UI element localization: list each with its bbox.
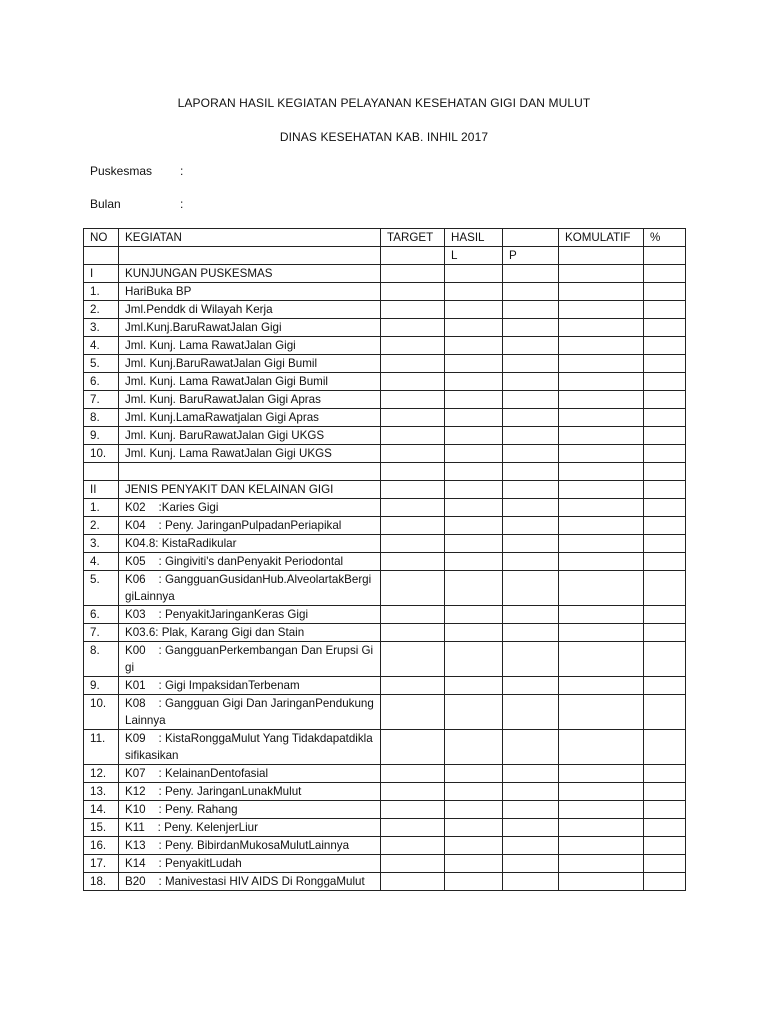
empty-cell (503, 445, 559, 463)
report-table-body (84, 229, 686, 891)
empty-cell (559, 837, 644, 855)
empty-cell (381, 571, 445, 606)
row-kegiatan: K12 : Peny. JaringanLunakMulut (119, 783, 381, 801)
empty-cell (644, 855, 686, 873)
row-kegiatan: Jml.Kunj.BaruRawatJalan Gigi (119, 319, 381, 337)
empty-cell (503, 319, 559, 337)
empty-cell (381, 855, 445, 873)
header-no: NO (84, 229, 119, 247)
empty-cell (503, 642, 559, 677)
empty-cell (381, 319, 445, 337)
bulan-colon: : (180, 197, 184, 211)
empty-cell (503, 283, 559, 301)
empty-cell (559, 571, 644, 606)
row-kegiatan: K04 : Peny. JaringanPulpadanPeriapikal (119, 517, 381, 535)
empty-cell (503, 624, 559, 642)
empty-cell (445, 606, 503, 624)
row-no: 5. (84, 571, 119, 606)
empty-cell (503, 765, 559, 783)
empty-cell (503, 606, 559, 624)
row-kegiatan: K00 : GangguanPerkembangan Dan Erupsi Gigi (119, 642, 381, 677)
empty-cell (559, 301, 644, 319)
empty-cell (381, 391, 445, 409)
empty-cell (559, 642, 644, 677)
empty-cell (559, 801, 644, 819)
table-row (84, 837, 686, 855)
empty-cell (559, 535, 644, 553)
empty-cell (644, 730, 686, 765)
empty-cell (445, 319, 503, 337)
empty-cell (503, 873, 559, 891)
empty-cell (381, 873, 445, 891)
row-kegiatan: K05 : Gingiviti's danPenyakit Periodontal (119, 553, 381, 571)
empty-cell (445, 624, 503, 642)
row-kegiatan: K10 : Peny. Rahang (119, 801, 381, 819)
empty-cell (503, 409, 559, 427)
row-no: 1. (84, 283, 119, 301)
row-kegiatan: K08 : Gangguan Gigi Dan JaringanPendukungLainnya (119, 695, 381, 730)
row-no: 6. (84, 373, 119, 391)
table-row (84, 695, 686, 730)
empty-cell (644, 499, 686, 517)
empty-cell (445, 783, 503, 801)
empty-cell (559, 427, 644, 445)
empty-cell (503, 535, 559, 553)
empty-cell (559, 373, 644, 391)
table-row (84, 373, 686, 391)
empty-cell (644, 535, 686, 553)
row-kegiatan: Jml. Kunj. Lama RawatJalan Gigi (119, 337, 381, 355)
empty-cell (644, 373, 686, 391)
empty-cell (503, 801, 559, 819)
empty-cell (644, 301, 686, 319)
row-no: 12. (84, 765, 119, 783)
row-no: 2. (84, 517, 119, 535)
empty-cell (503, 837, 559, 855)
empty-cell (445, 445, 503, 463)
empty-cell (644, 624, 686, 642)
bulan-field (90, 197, 183, 211)
empty-cell (445, 499, 503, 517)
row-kegiatan: K13 : Peny. BibirdanMukosaMulutLainnya (119, 837, 381, 855)
table-row (84, 783, 686, 801)
empty-cell (644, 283, 686, 301)
empty-cell (559, 319, 644, 337)
empty-cell (445, 855, 503, 873)
table-row (84, 355, 686, 373)
empty-cell (559, 553, 644, 571)
empty-cell (559, 873, 644, 891)
empty-cell (559, 445, 644, 463)
empty-cell (644, 517, 686, 535)
empty-cell (381, 837, 445, 855)
row-no: 18. (84, 873, 119, 891)
empty-cell (503, 553, 559, 571)
row-kegiatan: K14 : PenyakitLudah (119, 855, 381, 873)
empty-cell (644, 801, 686, 819)
row-no: 13. (84, 783, 119, 801)
empty-cell (559, 695, 644, 730)
table-row (84, 819, 686, 837)
empty-cell (559, 355, 644, 373)
header-target: TARGET (381, 229, 445, 247)
empty-cell (644, 837, 686, 855)
empty-cell (381, 801, 445, 819)
row-no: 3. (84, 319, 119, 337)
row-kegiatan: Jml. Kunj. Lama RawatJalan Gigi UKGS (119, 445, 381, 463)
empty-cell (445, 677, 503, 695)
empty-cell (445, 730, 503, 765)
empty-cell (503, 355, 559, 373)
empty-cell (445, 553, 503, 571)
empty-cell (445, 301, 503, 319)
header-row (84, 229, 686, 247)
empty-cell (559, 783, 644, 801)
row-kegiatan: K03 : PenyakitJaringanKeras Gigi (119, 606, 381, 624)
empty-cell (445, 391, 503, 409)
empty-cell (381, 427, 445, 445)
empty-cell (381, 642, 445, 677)
empty-cell (445, 819, 503, 837)
row-no: 1. (84, 499, 119, 517)
empty-cell (445, 535, 503, 553)
table-row (84, 642, 686, 677)
row-kegiatan: Jml.Penddk di Wilayah Kerja (119, 301, 381, 319)
empty-cell (381, 819, 445, 837)
row-no: 17. (84, 855, 119, 873)
row-kegiatan: Jml. Kunj.BaruRawatJalan Gigi Bumil (119, 355, 381, 373)
table-row (84, 517, 686, 535)
empty-cell (644, 319, 686, 337)
table-row (84, 283, 686, 301)
table-row (84, 391, 686, 409)
empty-cell (503, 855, 559, 873)
row-no: 5. (84, 355, 119, 373)
empty-cell (644, 427, 686, 445)
empty-cell (445, 517, 503, 535)
empty-cell (445, 765, 503, 783)
table-row (84, 677, 686, 695)
empty-cell (445, 409, 503, 427)
row-kegiatan: K03.6: Plak, Karang Gigi dan Stain (119, 624, 381, 642)
empty-cell (503, 337, 559, 355)
empty-cell (644, 409, 686, 427)
puskesmas-field (90, 164, 183, 178)
row-no: 2. (84, 301, 119, 319)
empty-cell (644, 819, 686, 837)
empty-cell (445, 283, 503, 301)
row-kegiatan: K06 : GangguanGusidanHub.AlveolartakBergigiLainnya (119, 571, 381, 606)
empty-cell (644, 391, 686, 409)
empty-cell (381, 730, 445, 765)
section-row (84, 481, 686, 499)
empty-cell (503, 427, 559, 445)
empty-cell (381, 553, 445, 571)
spacer-row (84, 463, 686, 481)
empty-cell (445, 695, 503, 730)
empty-cell (644, 337, 686, 355)
empty-cell (503, 499, 559, 517)
empty-cell (445, 571, 503, 606)
empty-cell (445, 642, 503, 677)
row-kegiatan: K09 : KistaRonggaMulut Yang Tidakdapatdiklasifikasikan (119, 730, 381, 765)
row-no: 15. (84, 819, 119, 837)
empty-cell (381, 517, 445, 535)
empty-cell (381, 409, 445, 427)
row-no: 6. (84, 606, 119, 624)
header-komulatif: KOMULATIF (559, 229, 644, 247)
row-kegiatan: K07 : KelainanDentofasial (119, 765, 381, 783)
empty-cell (445, 837, 503, 855)
empty-cell (644, 642, 686, 677)
empty-cell (559, 409, 644, 427)
table-row (84, 319, 686, 337)
row-kegiatan: K02 :Karies Gigi (119, 499, 381, 517)
table-row (84, 606, 686, 624)
empty-cell (559, 337, 644, 355)
row-kegiatan: Jml. Kunj. BaruRawatJalan Gigi Apras (119, 391, 381, 409)
empty-cell (644, 445, 686, 463)
empty-cell (381, 337, 445, 355)
header-kegiatan: KEGIATAN (119, 229, 381, 247)
empty-cell (381, 765, 445, 783)
section-title: KUNJUNGAN PUSKESMAS (119, 265, 381, 283)
empty-cell (644, 553, 686, 571)
puskesmas-colon: : (180, 164, 184, 178)
empty-cell (503, 677, 559, 695)
empty-cell (559, 391, 644, 409)
subheader-row (84, 247, 686, 265)
empty-cell (559, 677, 644, 695)
table-row (84, 730, 686, 765)
row-kegiatan: K01 : Gigi ImpaksidanTerbenam (119, 677, 381, 695)
row-kegiatan: K11 : Peny. KelenjerLiur (119, 819, 381, 837)
row-kegiatan: HariBuka BP (119, 283, 381, 301)
section-row (84, 265, 686, 283)
table-row (84, 873, 686, 891)
empty-cell (445, 373, 503, 391)
row-kegiatan: Jml. Kunj. BaruRawatJalan Gigi UKGS (119, 427, 381, 445)
section-title: JENIS PENYAKIT DAN KELAINAN GIGI (119, 481, 381, 499)
empty-cell (381, 499, 445, 517)
row-no: 3. (84, 535, 119, 553)
row-kegiatan: Jml. Kunj.LamaRawatjalan Gigi Apras (119, 409, 381, 427)
table-row (84, 765, 686, 783)
table-row (84, 445, 686, 463)
empty-cell (644, 606, 686, 624)
empty-cell (445, 337, 503, 355)
empty-cell (503, 819, 559, 837)
empty-cell (381, 783, 445, 801)
row-no: 10. (84, 445, 119, 463)
header-p: P (503, 247, 559, 265)
empty-cell (381, 624, 445, 642)
row-kegiatan: K04.8: KistaRadikular (119, 535, 381, 553)
empty-cell (503, 301, 559, 319)
empty-cell (445, 801, 503, 819)
report-table (83, 228, 686, 891)
row-kegiatan: B20 : Manivestasi HIV AIDS Di RonggaMulut (119, 873, 381, 891)
empty-cell (503, 517, 559, 535)
empty-cell (644, 571, 686, 606)
empty-cell (644, 695, 686, 730)
header-percent: % (644, 229, 686, 247)
bulan-label: Bulan (90, 197, 121, 211)
empty-cell (503, 391, 559, 409)
row-no: 8. (84, 409, 119, 427)
row-no: 9. (84, 677, 119, 695)
empty-cell (381, 283, 445, 301)
table-row (84, 301, 686, 319)
row-no: 7. (84, 391, 119, 409)
empty-cell (644, 677, 686, 695)
empty-cell (445, 873, 503, 891)
table-row (84, 337, 686, 355)
empty-cell (644, 355, 686, 373)
empty-cell (381, 606, 445, 624)
section-no: II (84, 481, 119, 499)
header-hasil-blank (503, 229, 559, 247)
empty-cell (503, 783, 559, 801)
empty-cell (381, 695, 445, 730)
header-l: L (445, 247, 503, 265)
row-no: 10. (84, 695, 119, 730)
row-no: 7. (84, 624, 119, 642)
empty-cell (381, 301, 445, 319)
row-no: 8. (84, 642, 119, 677)
empty-cell (381, 535, 445, 553)
table-row (84, 427, 686, 445)
empty-cell (559, 624, 644, 642)
row-no: 16. (84, 837, 119, 855)
empty-cell (644, 873, 686, 891)
empty-cell (559, 855, 644, 873)
table-row (84, 553, 686, 571)
table-row (84, 855, 686, 873)
empty-cell (381, 445, 445, 463)
empty-cell (559, 283, 644, 301)
table-row (84, 571, 686, 606)
empty-cell (559, 730, 644, 765)
empty-cell (559, 765, 644, 783)
table-row (84, 499, 686, 517)
report-subtitle: DINAS KESEHATAN KAB. INHIL 2017 (279, 130, 489, 144)
report-title: LAPORAN HASIL KEGIATAN PELAYANAN KESEHATAN GIGI DAN MULUT (177, 96, 591, 110)
row-no: 14. (84, 801, 119, 819)
section-no: I (84, 265, 119, 283)
empty-cell (559, 517, 644, 535)
row-no: 4. (84, 337, 119, 355)
empty-cell (559, 606, 644, 624)
empty-cell (644, 765, 686, 783)
puskesmas-label: Puskesmas (90, 164, 153, 178)
empty-cell (503, 730, 559, 765)
empty-cell (559, 499, 644, 517)
header-hasil: HASIL (445, 229, 503, 247)
row-no: 9. (84, 427, 119, 445)
empty-cell (381, 677, 445, 695)
row-no: 4. (84, 553, 119, 571)
empty-cell (503, 373, 559, 391)
table-row (84, 535, 686, 553)
empty-cell (445, 427, 503, 445)
empty-cell (381, 355, 445, 373)
empty-cell (381, 373, 445, 391)
empty-cell (503, 695, 559, 730)
table-row (84, 801, 686, 819)
table-row (84, 409, 686, 427)
row-no: 11. (84, 730, 119, 765)
empty-cell (559, 819, 644, 837)
row-kegiatan: Jml. Kunj. Lama RawatJalan Gigi Bumil (119, 373, 381, 391)
empty-cell (503, 571, 559, 606)
empty-cell (644, 783, 686, 801)
table-row (84, 624, 686, 642)
empty-cell (445, 355, 503, 373)
